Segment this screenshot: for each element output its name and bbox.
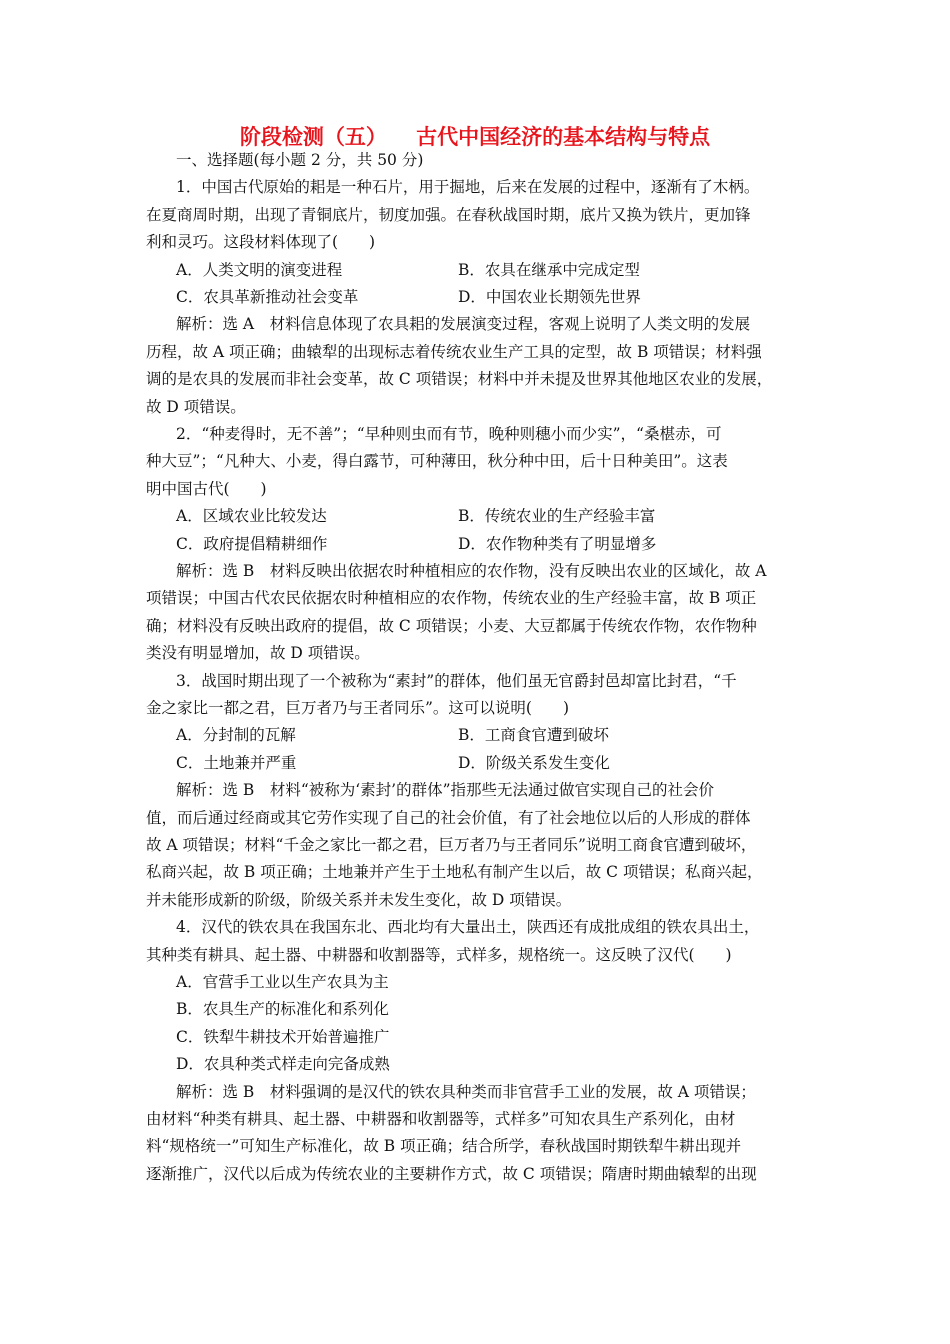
option-text: B．传统农业的生产经验丰富 [458,507,656,526]
option-text: D．农具种类式样走向完备成熟 [176,1055,390,1074]
option-text: C．农具革新推动社会变革 [176,288,359,306]
analysis-line: 由材料“种类有耕具、起土器、中耕器和收割器等，式样多”可知农具生产系列化，由材 [146,1110,736,1128]
option-text: B．农具生产的标准化和系列化 [176,1000,389,1019]
analysis-line: 私商兴起，故 B 项正确；土地兼并产生于土地私有制产生以后，故 C 项错误；私商兴起， [146,863,763,882]
analysis-line: 解析：选 B 材料“被称为‘素封’的群体”指那些无法通过做官实现自己的社会价 [176,781,715,800]
question-stem-line: 2．“种麦得时，无不善”；“早种则虫而有节，晚种则穗小而少实”，“桑椹赤，可 [176,425,722,443]
page-title: 阶段检测（五） 古代中国经济的基本结构与特点 [239,125,711,149]
question-stem-line: 1．中国古代原始的耜是一种石片，用于掘地，后来在发展的过程中，逐渐有了木柄。 [176,178,760,197]
question-stem-line: 金之家比一都之君，巨万者乃与王者同乐”。这可以说明( ) [146,699,570,717]
analysis-line: 调的是农具的发展而非社会变革，故 C 项错误；材料中并未提及世界其他地区农业的发展， [146,370,773,389]
option-text: B．工商食官遭到破坏 [458,726,609,745]
analysis-line: 解析：选 B 材料强调的是汉代的铁农具种类而非官营手工业的发展，故 A 项错误； [176,1082,756,1101]
question-stem-line: 3．战国时期出现了一个被称为“素封”的群体，他们虽无官爵封邑却富比封君，“千 [176,671,737,690]
question-stem-line: 种大豆”；“凡种大、小麦，得白露节，可种薄田，秋分种中田，后十日种美田”。这表 [146,452,728,471]
question-stem-line: 利和灵巧。这段材料体现了( ) [146,233,376,252]
analysis-line: 类没有明显增加，故 D 项错误。 [146,644,370,663]
option-text: D．中国农业长期领先世界 [458,288,641,306]
analysis-line: 逐渐推广，汉代以后成为传统农业的主要耕作方式，故 C 项错误；隋唐时期曲辕犁的出现 [146,1164,757,1183]
question-stem-line: 其种类有耕具、起土器、中耕器和收割器等，式样多，规格统一。这反映了汉代( ) [146,945,732,964]
analysis-line: 解析：选 B 材料反映出依据农时种植相应的农作物，没有反映出农业的区域化，故 A [176,562,767,580]
option-text: D．阶级关系发生变化 [458,753,610,772]
option-text: A．分封制的瓦解 [176,726,296,745]
section-heading: 一、选择题(每小题 2 分，共 50 分) [176,151,424,169]
option-text: A．人类文明的演变进程 [176,260,343,279]
analysis-line: 解析：选 A 材料信息体现了农具耜的发展演变过程，客观上说明了人类文明的发展 [176,315,751,334]
option-text: C．政府提倡精耕细作 [176,534,328,553]
option-text: D．农作物种类有了明显增多 [458,534,657,553]
analysis-line: 并未能形成新的阶级，阶级关系并未发生变化，故 D 项错误。 [146,890,572,909]
option-text: C．土地兼并严重 [176,753,297,772]
option-text: B．农具在继承中完成定型 [458,260,640,279]
question-stem-line: 4．汉代的铁农具在我国东北、西北均有大量出土，陕西还有成批成组的铁农具出土， [176,918,760,937]
analysis-line: 故 A 项错误；材料“千金之家比一都之君，巨万者乃与王者同乐”说明工商食官遭到破坏， [146,836,757,854]
option-text: A．区域农业比较发达 [176,507,327,526]
analysis-line: 确；材料没有反映出政府的提倡，故 C 项错误；小麦、大豆都属于传统农作物，农作物种 [146,616,757,635]
question-stem-line: 在夏商周时期，出现了青铜底片，韧度加强。在春秋战国时期，底片又换为铁片，更加锋 [146,205,751,224]
option-text: C．铁犁牛耕技术开始普遍推广 [176,1027,390,1046]
option-text: A．官营手工业以生产农具为主 [176,973,389,991]
analysis-line: 项错误；中国古代农民依据农时种植相应的农作物，传统农业的生产经验丰富，故 B 项正 [146,589,757,608]
analysis-line: 历程，故 A 项正确；曲辕犁的出现标志着传统农业生产工具的定型，故 B 项错误；材料强 [146,342,762,361]
question-stem-line: 明中国古代( ) [146,479,267,498]
analysis-line: 料“规格统一”可知生产标准化，故 B 项正确；结合所学，春秋战国时期铁犁牛耕出现并 [146,1137,742,1156]
analysis-line: 值，而后通过经商或其它劳作实现了自己的社会价值，有了社会地位以后的人形成的群体 [146,808,751,827]
analysis-line: 故 D 项错误。 [146,397,246,416]
